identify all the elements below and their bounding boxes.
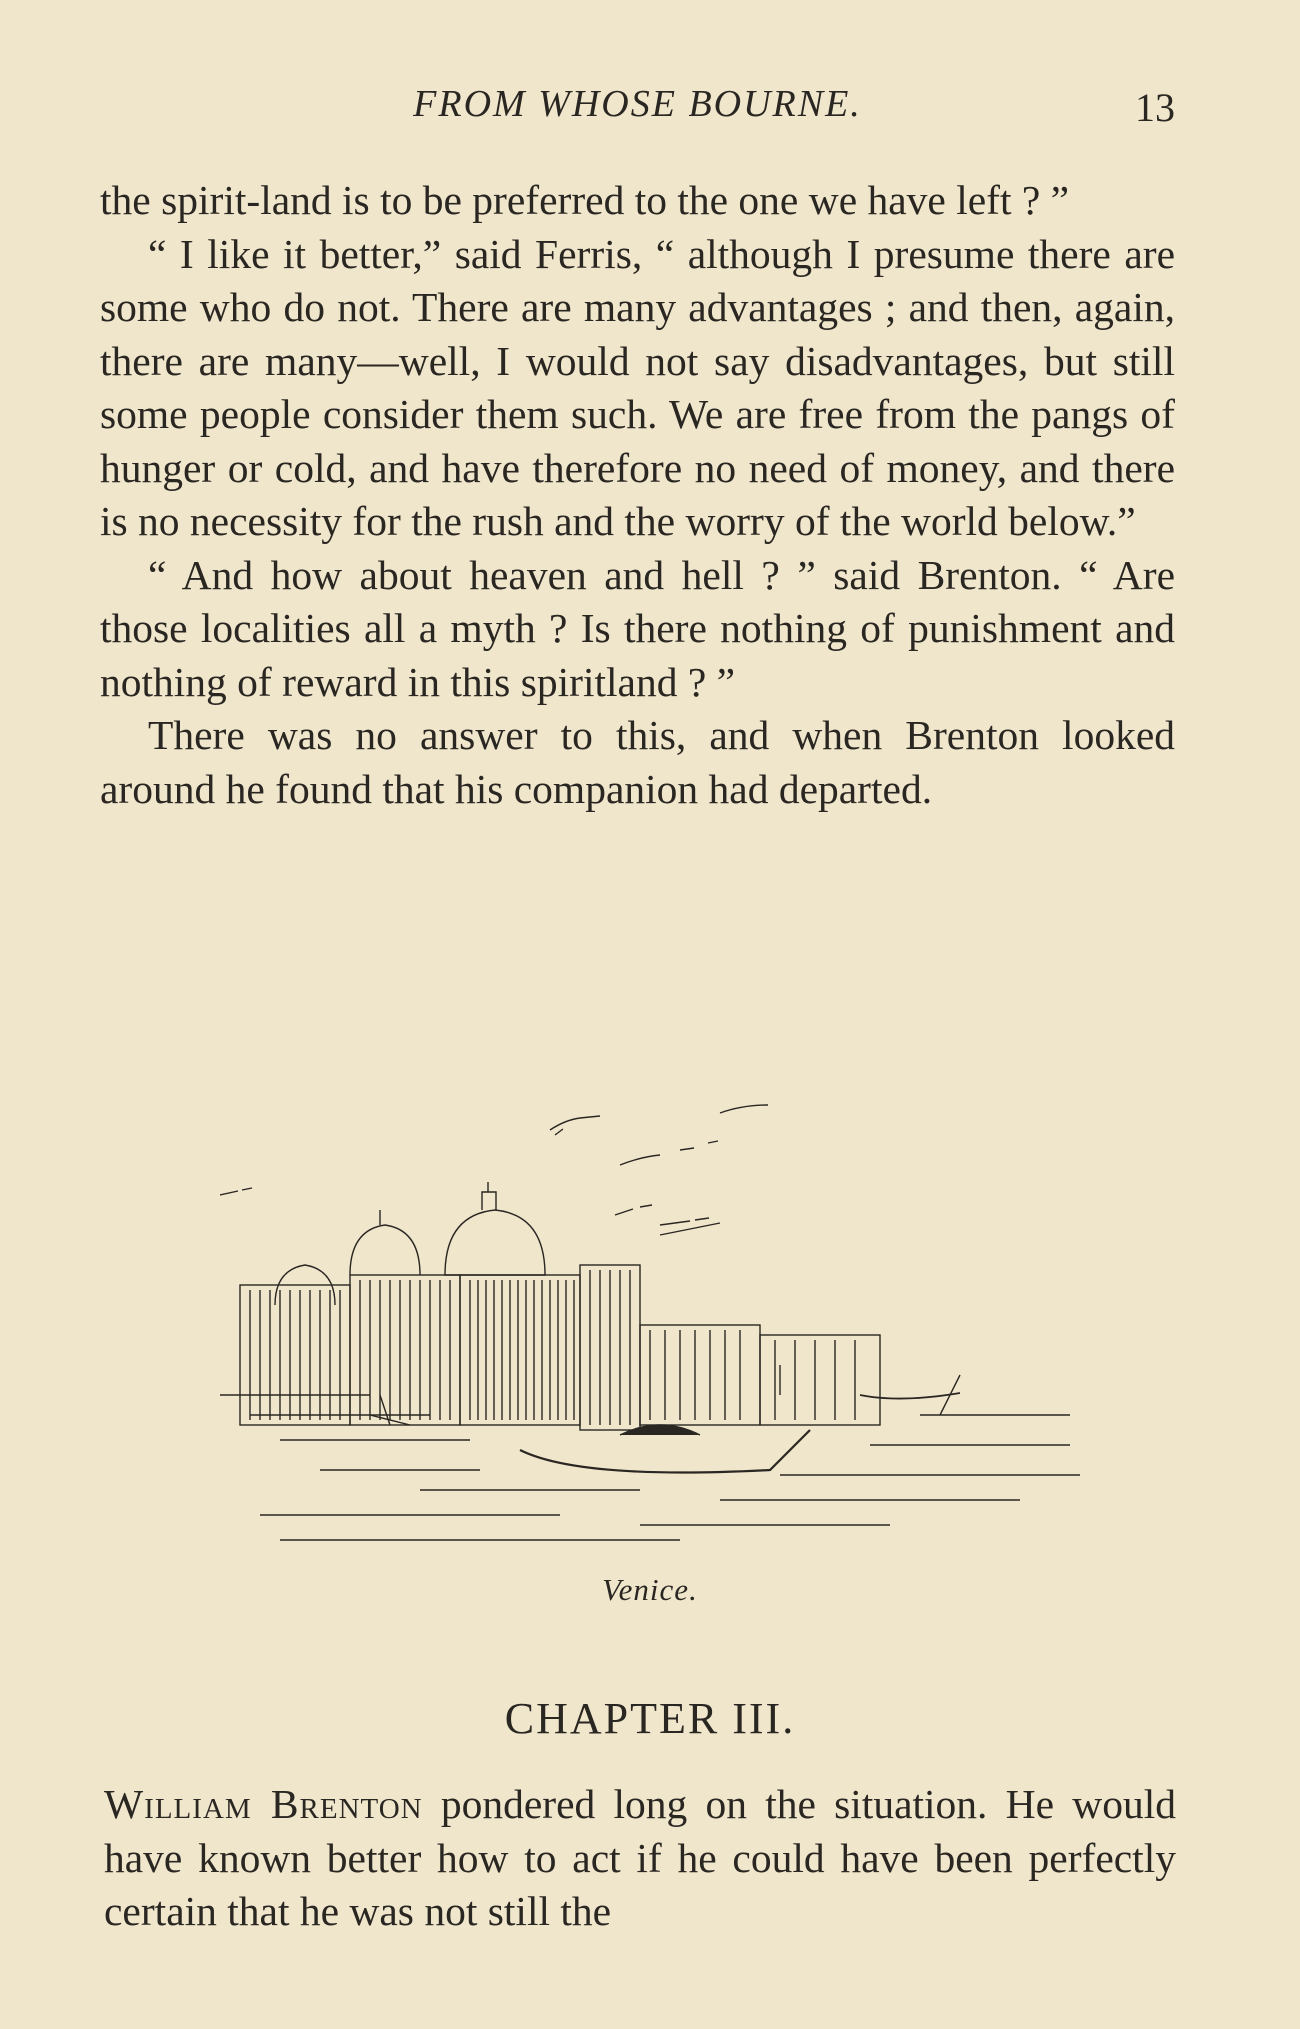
venice-illustration	[220, 1095, 1090, 1565]
paragraph: “ I like it better,” said Ferris, “ although I presume there are some who do not. There are many advantages ; and then, again, there are many—well, I would not say disadvantages, but still some people consider them such. We are free from the pangs of hunger or cold, and have therefore no need of money, and there is no necessity for the rush and the worry of the world below.”	[100, 230, 1175, 544]
chapter-heading: CHAPTER III.	[504, 1694, 796, 1743]
figure-caption: Venice.	[602, 1572, 698, 1607]
opening-name: William Brenton	[104, 1781, 423, 1827]
opening-text: pondered long on the situation. He would have known better how to act if he could have been perfectly certain that he was not still the	[104, 1781, 1176, 1934]
chapter-opening-paragraph	[104, 1778, 1176, 1939]
venice-engraving	[220, 1095, 1090, 1565]
page-number: 13	[1135, 85, 1175, 130]
paragraph: There was no answer to this, and when Brenton looked around he found that his companion had departed.	[100, 712, 1175, 812]
paragraph: “ And how about heaven and hell ? ” said Brenton. “ Are those localities all a myth ? Is there nothing of punishment and nothing of reward in this spiritland ? ”	[100, 551, 1175, 705]
chapter-text	[104, 1778, 1176, 1939]
running-title: FROM WHOSE BOURNE.	[413, 83, 862, 125]
body-text	[100, 174, 1175, 816]
running-head	[100, 82, 1175, 132]
paragraph: the spirit-land is to be preferred to the one we have left ? ”	[100, 177, 1070, 223]
